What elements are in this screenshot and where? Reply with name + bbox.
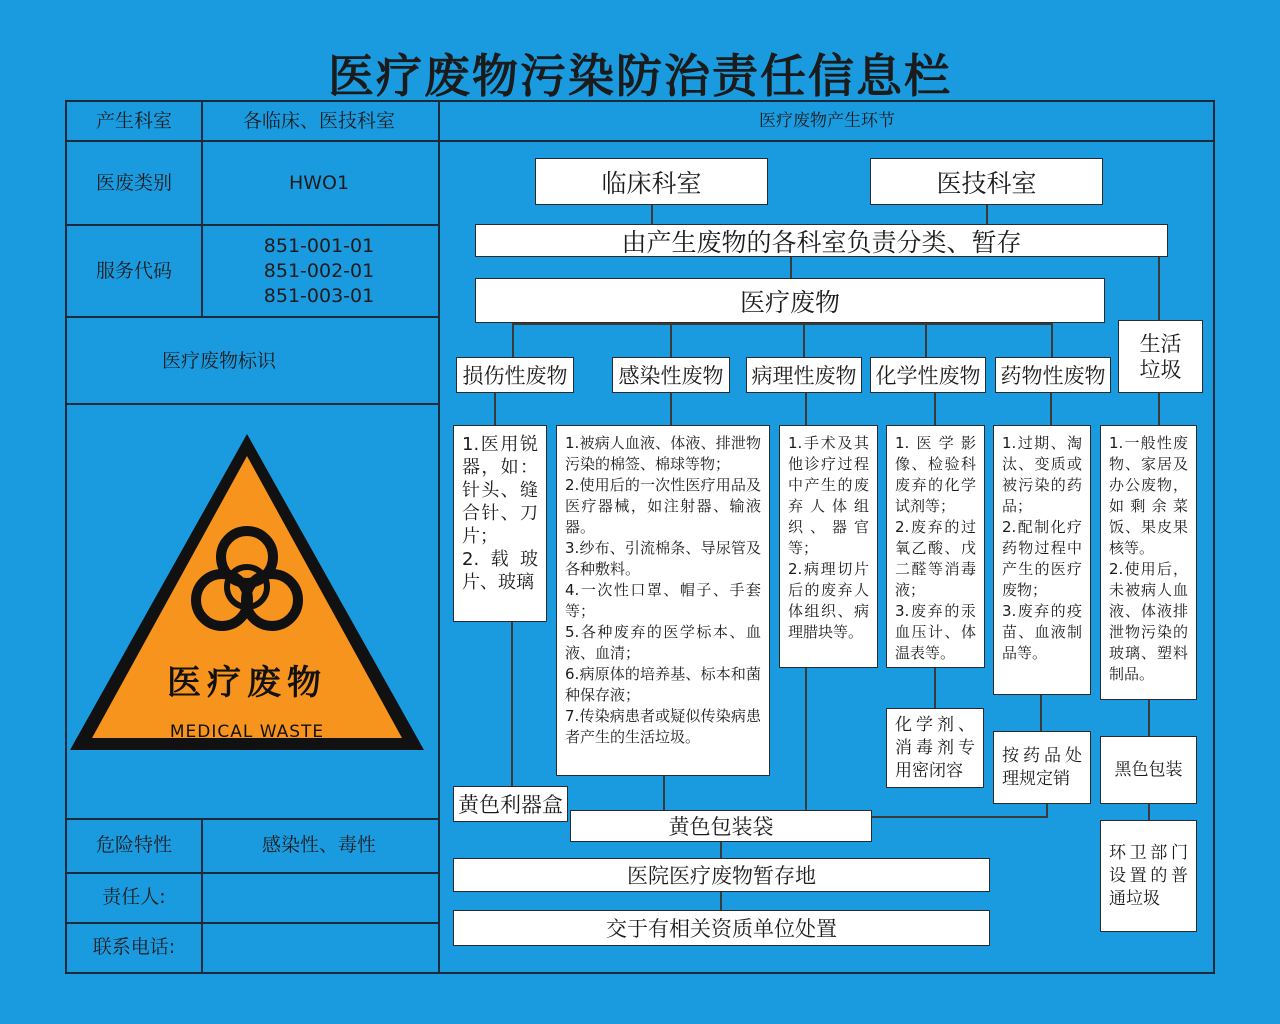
pathological-description: 1.手术及其他诊疗过程中产生的废弃人体组织、器官等； 2.病理切片后的废弃人体组织、病理腊块等。 [779, 425, 878, 668]
category-infectious: 感染性废物 [612, 357, 730, 393]
service-code: 851-003-01 [263, 284, 375, 307]
hazard-value: 感染性、毒性 [261, 833, 376, 856]
connector-line [670, 323, 672, 357]
category-label: 医废类别 [95, 171, 172, 194]
service-codes [201, 226, 437, 316]
flow-header: 医疗废物产生环节 [759, 110, 895, 131]
service-code: 851-001-01 [263, 234, 375, 257]
category-chemical: 化学性废物 [870, 357, 986, 393]
category-pathological: 病理性废物 [746, 357, 862, 393]
chemical-description: 1.医学影像、检验科废弃的化学试剂等； 2.废弃的过氧乙酸、戊二醛等消毒液； 3.废弃的汞血压计、体温表等。 [886, 425, 985, 668]
connector-line [934, 393, 936, 425]
connector-line [805, 393, 807, 425]
connector-line [494, 393, 496, 425]
connector-line [1040, 695, 1042, 731]
phone-label: 联系电话: [92, 935, 176, 958]
connector-line [720, 842, 722, 858]
dept-label: 产生科室 [95, 109, 172, 132]
connector-line [1046, 804, 1048, 818]
responsible-label: 责任人: [102, 885, 166, 908]
page-title: 医疗废物污染防治责任信息栏 [328, 49, 952, 103]
connector-line [1051, 323, 1053, 357]
hazard-sign-en: MEDICAL WASTE [169, 722, 325, 742]
temporary-storage-box: 医院医疗废物暂存地 [453, 858, 990, 892]
clinical-dept-box: 临床科室 [535, 158, 768, 205]
connector-line [803, 323, 805, 357]
frame-divider [438, 102, 440, 972]
connector-line [925, 323, 927, 357]
connector-line [1148, 804, 1150, 820]
service-code-label: 服务代码 [95, 259, 172, 282]
connector-line [872, 816, 1048, 818]
connector-line [790, 257, 792, 279]
sanitation-box: 环卫部门设置的普通垃圾 [1100, 820, 1197, 932]
medical-waste-box: 医疗废物 [475, 278, 1105, 323]
connector-line [511, 622, 513, 786]
sorting-box: 由产生废物的各科室负责分类、暂存 [475, 224, 1168, 257]
domestic-waste-label: 生活 [1139, 331, 1182, 356]
connector-line [663, 776, 665, 810]
hazard-sign-cn: 医疗废物 [167, 663, 327, 703]
domestic-description: 1.一般性废物、家居及办公废物，如剩余菜饭、果皮果核等。 2.使用后，未被病人血液、体液排泄物污染的玻璃、塑料制品。 [1100, 425, 1197, 700]
disposal-box: 交于有相关资质单位处置 [453, 910, 990, 946]
connector-line [1158, 257, 1160, 321]
connector-line [805, 668, 807, 810]
domestic-waste-label: 垃圾 [1139, 357, 1182, 382]
connector-line [512, 323, 514, 357]
category-sharp: 损伤性废物 [456, 357, 574, 393]
dept-value: 各临床、医技科室 [242, 109, 395, 132]
phone-value [201, 922, 437, 972]
connector-line [512, 323, 1053, 325]
connector-line [1050, 393, 1052, 425]
biohazard-sign [66, 430, 428, 754]
mark-label: 医疗废物标识 [161, 349, 276, 372]
sharp-description: 1.医用锐器，如：针头、缝合针、刀片； 2.载玻片、玻璃 [453, 425, 547, 622]
medtech-dept-box: 医技科室 [870, 158, 1103, 205]
sharps-container-box: 黄色利器盒 [453, 786, 568, 822]
yellow-bag-box: 黄色包装袋 [570, 810, 872, 842]
pharma-handling-box: 按药品处理规定销 [993, 731, 1091, 804]
connector-line [934, 668, 936, 708]
connector-line [670, 393, 672, 425]
hazard-label: 危险特性 [95, 833, 172, 856]
infectious-description: 1.被病人血液、体液、排泄物污染的棉签、棉球等物； 2.使用后的一次性医疗用品及医疗器械，如注射器、输液器。 3.纱布、引流棉条、导尿管及各种敷料。 4.一次性口罩、帽子、手套等； 5.各种废弃的医学标本、血液、血清； 6.病原体的培养基、标本和菌种保存液； 7.传染病患者或疑似传染病患者产生的生活垃圾。 [556, 425, 770, 776]
pharma-description: 1.过期、淘汰、变质或被污染的药品； 2.配制化疗药物过程中产生的医疗废物； 3.废弃的疫苗、血液制品等。 [993, 425, 1091, 695]
chemical-container-box: 化学剂、消毒剂专用密闭容 [886, 708, 984, 788]
connector-line [720, 892, 722, 910]
connector-line [1158, 393, 1160, 425]
black-bag-box: 黑色包装 [1100, 736, 1197, 804]
responsible-value [201, 872, 437, 922]
category-value: HWO1 [288, 171, 350, 194]
service-code: 851-002-01 [263, 259, 375, 282]
category-pharma: 药物性废物 [995, 357, 1111, 393]
connector-line [1148, 700, 1150, 736]
domestic-waste-box [1118, 320, 1203, 393]
